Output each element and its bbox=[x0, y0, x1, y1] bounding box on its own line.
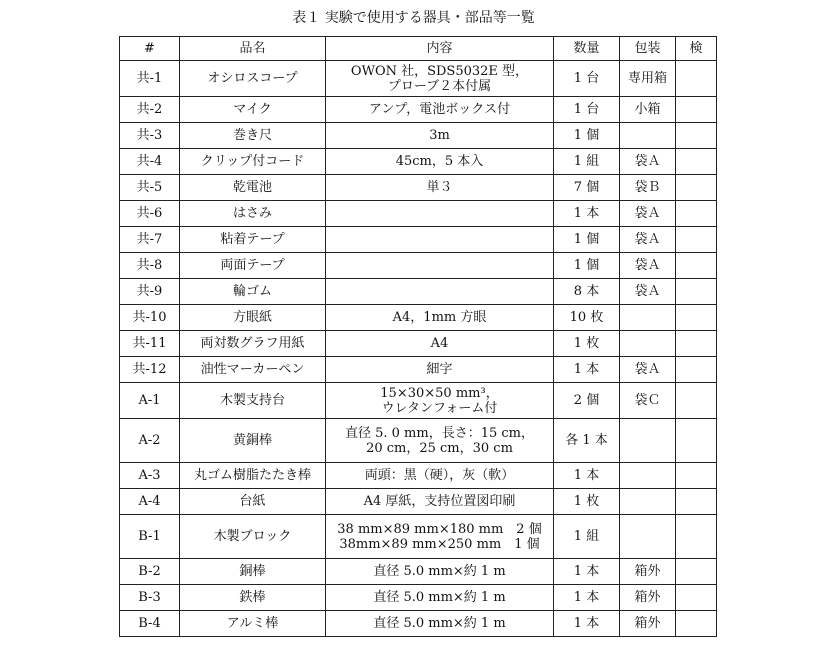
cell-name: はさみ bbox=[180, 201, 326, 227]
cell-pack: 袋Ａ bbox=[620, 149, 676, 175]
cell-id: 共-11 bbox=[120, 331, 180, 357]
cell-pack: 袋Ｂ bbox=[620, 175, 676, 201]
cell-qty: 1 本 bbox=[554, 585, 620, 611]
cell-name: 木製ブロック bbox=[180, 515, 326, 559]
header-qty: 数量 bbox=[554, 37, 620, 61]
header-pack: 包装 bbox=[620, 37, 676, 61]
content-line-1: A4 bbox=[430, 336, 449, 351]
cell-qty: 2 個 bbox=[554, 383, 620, 419]
cell-qty: 1 本 bbox=[554, 201, 620, 227]
cell-content bbox=[326, 279, 554, 305]
content-line-2: 20 cm，25 cm，30 cm bbox=[366, 440, 513, 456]
cell-check bbox=[676, 559, 717, 585]
cell-name: 両対数グラフ用紙 bbox=[180, 331, 326, 357]
content-line-1: 直径 5.0 mm×約 1 m bbox=[373, 616, 506, 631]
cell-pack: 袋Ａ bbox=[620, 357, 676, 383]
cell-check bbox=[676, 201, 717, 227]
cell-name: 油性マーカーペン bbox=[180, 357, 326, 383]
table-row bbox=[120, 123, 717, 149]
content-line-1: 3m bbox=[429, 128, 450, 143]
cell-id: A-3 bbox=[120, 463, 180, 489]
cell-check bbox=[676, 419, 717, 463]
cell-check bbox=[676, 611, 717, 637]
cell-pack bbox=[620, 123, 676, 149]
cell-name: クリップ付コード bbox=[180, 149, 326, 175]
cell-pack bbox=[620, 419, 676, 463]
cell-check bbox=[676, 585, 717, 611]
content-line-1: 直径 5. 0 mm，長さ：15 cm， bbox=[344, 425, 534, 441]
cell-id: 共-3 bbox=[120, 123, 180, 149]
table-row bbox=[120, 279, 717, 305]
cell-name: 輪ゴム bbox=[180, 279, 326, 305]
cell-check bbox=[676, 175, 717, 201]
table-row bbox=[120, 175, 717, 201]
content-line-1: 単３ bbox=[426, 180, 453, 195]
cell-content bbox=[326, 123, 554, 149]
cell-content bbox=[326, 61, 554, 97]
cell-pack: 袋Ａ bbox=[620, 227, 676, 253]
cell-qty: 1 個 bbox=[554, 227, 620, 253]
content-line-1: 細字 bbox=[426, 362, 453, 377]
cell-content bbox=[326, 419, 554, 463]
cell-qty: 1 枚 bbox=[554, 489, 620, 515]
cell-pack bbox=[620, 515, 676, 559]
cell-check bbox=[676, 97, 717, 123]
content-line-1: A4，1mm 方眼 bbox=[392, 310, 487, 325]
cell-qty: 8 本 bbox=[554, 279, 620, 305]
table-row bbox=[120, 489, 717, 515]
table-row bbox=[120, 97, 717, 123]
cell-qty: 7 個 bbox=[554, 175, 620, 201]
content-line-1: 直径 5.0 mm×約 1 m bbox=[373, 564, 506, 579]
content-line-1: 45cm，5 本入 bbox=[395, 154, 484, 169]
cell-content bbox=[326, 585, 554, 611]
table-row bbox=[120, 383, 717, 419]
cell-id: B-1 bbox=[120, 515, 180, 559]
content-line-1: 38 mm×89 mm×180 mm 2 個 bbox=[337, 521, 542, 537]
cell-content bbox=[326, 357, 554, 383]
cell-name: 丸ゴム樹脂たたき棒 bbox=[180, 463, 326, 489]
cell-check bbox=[676, 227, 717, 253]
cell-pack: 箱外 bbox=[620, 611, 676, 637]
cell-qty: 1 組 bbox=[554, 149, 620, 175]
cell-qty: 10 枚 bbox=[554, 305, 620, 331]
cell-content bbox=[326, 97, 554, 123]
cell-content bbox=[326, 149, 554, 175]
header-check: 検 bbox=[676, 37, 717, 61]
cell-content bbox=[326, 383, 554, 419]
table-row bbox=[120, 357, 717, 383]
cell-name: 黄銅棒 bbox=[180, 419, 326, 463]
cell-content bbox=[326, 611, 554, 637]
cell-check bbox=[676, 253, 717, 279]
table-row bbox=[120, 331, 717, 357]
content-line-1: アンプ，電池ボックス付 bbox=[368, 102, 511, 117]
cell-id: 共-2 bbox=[120, 97, 180, 123]
cell-name: 鉄棒 bbox=[180, 585, 326, 611]
cell-pack bbox=[620, 489, 676, 515]
cell-name: 両面テープ bbox=[180, 253, 326, 279]
cell-id: A-4 bbox=[120, 489, 180, 515]
cell-id: 共-8 bbox=[120, 253, 180, 279]
table-row bbox=[120, 305, 717, 331]
cell-name: 乾電池 bbox=[180, 175, 326, 201]
table-row bbox=[120, 227, 717, 253]
table-row bbox=[120, 61, 717, 97]
cell-check bbox=[676, 331, 717, 357]
cell-name: マイク bbox=[180, 97, 326, 123]
cell-qty: 1 個 bbox=[554, 123, 620, 149]
cell-pack: 箱外 bbox=[620, 559, 676, 585]
cell-qty: 1 本 bbox=[554, 463, 620, 489]
cell-id: B-2 bbox=[120, 559, 180, 585]
cell-content bbox=[326, 201, 554, 227]
cell-qty: 1 組 bbox=[554, 515, 620, 559]
cell-check bbox=[676, 279, 717, 305]
cell-check bbox=[676, 515, 717, 559]
cell-pack: 袋Ａ bbox=[620, 253, 676, 279]
table-row bbox=[120, 585, 717, 611]
cell-check bbox=[676, 123, 717, 149]
content-line-1: A4 厚紙，支持位置図印刷 bbox=[363, 494, 516, 509]
cell-check bbox=[676, 357, 717, 383]
cell-id: 共-10 bbox=[120, 305, 180, 331]
cell-pack: 箱外 bbox=[620, 585, 676, 611]
cell-check bbox=[676, 489, 717, 515]
cell-id: 共-12 bbox=[120, 357, 180, 383]
cell-check bbox=[676, 383, 717, 419]
cell-check bbox=[676, 463, 717, 489]
cell-content bbox=[326, 489, 554, 515]
table-row bbox=[120, 253, 717, 279]
cell-check bbox=[676, 305, 717, 331]
cell-name: アルミ棒 bbox=[180, 611, 326, 637]
content-line-1: 直径 5.0 mm×約 1 m bbox=[373, 590, 506, 605]
content-line-1: 両頭：黒（硬），灰（軟） bbox=[364, 468, 515, 483]
cell-pack: 袋Ｃ bbox=[620, 383, 676, 419]
cell-name: 粘着テープ bbox=[180, 227, 326, 253]
cell-content bbox=[326, 305, 554, 331]
cell-content bbox=[326, 515, 554, 559]
cell-name: 方眼紙 bbox=[180, 305, 326, 331]
table-row bbox=[120, 419, 717, 463]
cell-pack: 袋Ａ bbox=[620, 201, 676, 227]
header-name: 品名 bbox=[180, 37, 326, 61]
cell-qty: 1 台 bbox=[554, 61, 620, 97]
cell-qty: 1 本 bbox=[554, 611, 620, 637]
cell-id: B-4 bbox=[120, 611, 180, 637]
content-line-2: ウレタンフォーム付 bbox=[381, 400, 498, 416]
table-row bbox=[120, 149, 717, 175]
cell-name: 巻き尺 bbox=[180, 123, 326, 149]
cell-name: 木製支持台 bbox=[180, 383, 326, 419]
cell-pack bbox=[620, 463, 676, 489]
cell-id: 共-6 bbox=[120, 201, 180, 227]
table-row bbox=[120, 611, 717, 637]
cell-id: A-1 bbox=[120, 383, 180, 419]
cell-name: オシロスコープ bbox=[180, 61, 326, 97]
cell-pack bbox=[620, 305, 676, 331]
table-row bbox=[120, 201, 717, 227]
content-line-1: OWON 社，SDS5032E 型， bbox=[350, 63, 529, 79]
cell-id: 共-1 bbox=[120, 61, 180, 97]
cell-pack: 小箱 bbox=[620, 97, 676, 123]
cell-content bbox=[326, 559, 554, 585]
header-row bbox=[120, 37, 717, 61]
cell-content bbox=[326, 175, 554, 201]
header-content: 内容 bbox=[326, 37, 554, 61]
header-id: # bbox=[120, 37, 180, 61]
cell-pack bbox=[620, 331, 676, 357]
cell-qty: 1 個 bbox=[554, 253, 620, 279]
cell-qty: 各 1 本 bbox=[554, 419, 620, 463]
cell-qty: 1 本 bbox=[554, 559, 620, 585]
cell-content bbox=[326, 331, 554, 357]
cell-qty: 1 台 bbox=[554, 97, 620, 123]
cell-id: 共-9 bbox=[120, 279, 180, 305]
cell-check bbox=[676, 149, 717, 175]
cell-id: 共-4 bbox=[120, 149, 180, 175]
content-line-2: 38mm×89 mm×250 mm 1 個 bbox=[339, 536, 540, 552]
table-row bbox=[120, 559, 717, 585]
cell-qty: 1 枚 bbox=[554, 331, 620, 357]
table-caption: 表１ 実験で使用する器具・部品等一覧 bbox=[292, 10, 535, 26]
cell-pack: 専用箱 bbox=[620, 61, 676, 97]
cell-name: 銅棒 bbox=[180, 559, 326, 585]
table-row bbox=[120, 515, 717, 559]
cell-name: 台紙 bbox=[180, 489, 326, 515]
cell-content bbox=[326, 463, 554, 489]
cell-id: A-2 bbox=[120, 419, 180, 463]
cell-pack: 袋Ａ bbox=[620, 279, 676, 305]
table-row bbox=[120, 463, 717, 489]
cell-check bbox=[676, 61, 717, 97]
cell-qty: 1 本 bbox=[554, 357, 620, 383]
content-line-1: 15×30×50 mm³， bbox=[380, 385, 499, 401]
equipment-table bbox=[119, 36, 717, 637]
cell-content bbox=[326, 227, 554, 253]
content-line-2: プローブ２本付属 bbox=[387, 78, 492, 94]
cell-id: 共-7 bbox=[120, 227, 180, 253]
cell-id: B-3 bbox=[120, 585, 180, 611]
cell-id: 共-5 bbox=[120, 175, 180, 201]
cell-content bbox=[326, 253, 554, 279]
